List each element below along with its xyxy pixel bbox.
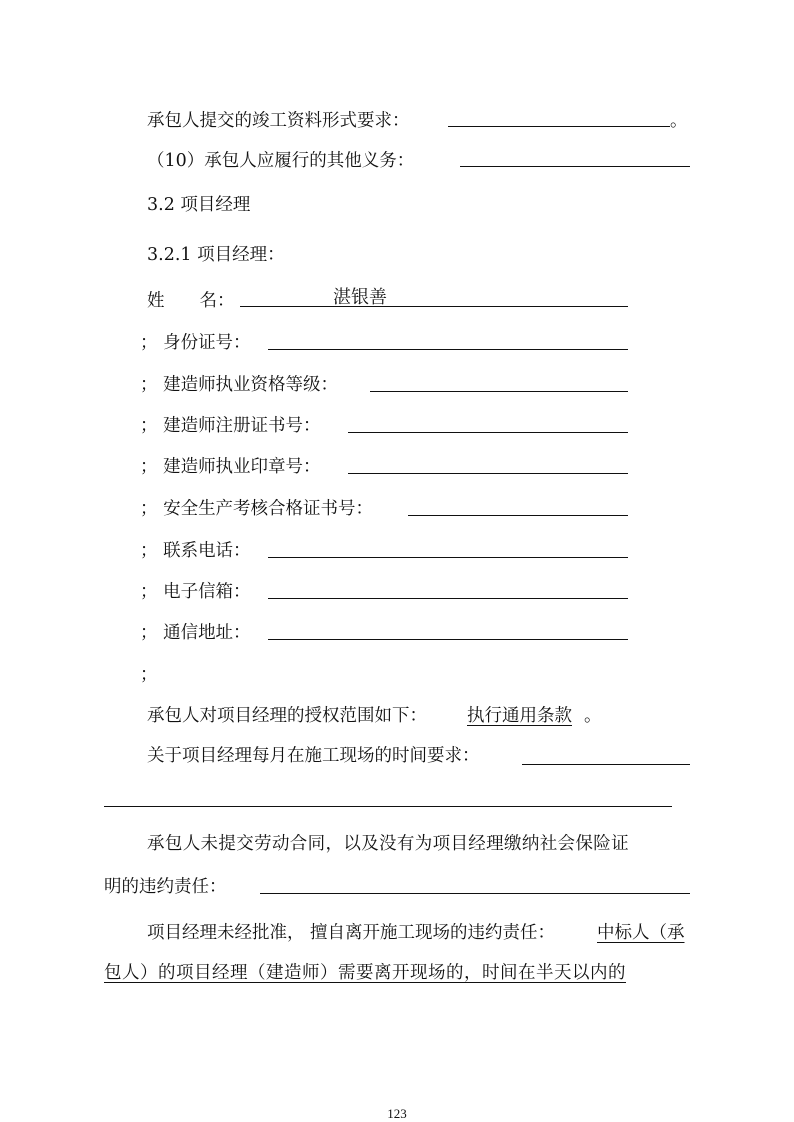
text-line: 。 <box>584 706 602 726</box>
field-label: ； <box>140 665 158 685</box>
blank-field[interactable] <box>460 166 690 167</box>
scope-value: 执行通用条款 <box>467 706 572 726</box>
seal-number-field[interactable] <box>348 473 628 474</box>
text-line: 承包人提交的竣工资料形式要求： <box>147 111 410 131</box>
blank-field[interactable] <box>448 126 670 127</box>
text-line: 承包人对项目经理的授权范围如下： <box>147 706 427 726</box>
field-label: ； 建造师注册证书号： <box>140 416 321 436</box>
breach-liability-field[interactable] <box>260 893 690 894</box>
field-label: ； 身份证号： <box>140 333 251 353</box>
underlined-value: 包人）的项目经理（建造师）需要离开现场的，时间在半天以内的 <box>104 963 626 983</box>
time-requirement-field-continued[interactable] <box>104 806 672 807</box>
field-label: ； 建造师执业印章号： <box>140 457 321 477</box>
section-heading: 3.2 项目经理 <box>147 195 251 215</box>
name-value: 湛银善 <box>333 287 387 308</box>
field-label: ； 安全生产考核合格证书号： <box>140 499 374 519</box>
time-requirement-field[interactable] <box>522 764 690 765</box>
text-line: （10）承包人应履行的其他义务： <box>147 151 415 171</box>
paragraph-line: 项目经理未经批准， 擅自离开施工现场的违约责任： <box>147 923 556 943</box>
qualification-level-field[interactable] <box>370 391 628 392</box>
field-label: 姓 名： <box>147 291 235 311</box>
section-heading: 3.2.1 项目经理： <box>147 245 285 265</box>
field-label: ； 电子信箱： <box>140 582 251 602</box>
email-field[interactable] <box>268 598 628 599</box>
field-label: ； 通信地址： <box>140 623 251 643</box>
paragraph-line: 承包人未提交劳动合同，以及没有为项目经理缴纳社会保险证 <box>147 834 629 854</box>
underlined-value: 中标人（承 <box>597 923 685 943</box>
text-line: 关于项目经理每月在施工现场的时间要求： <box>147 746 480 766</box>
address-field[interactable] <box>268 639 628 640</box>
id-number-field[interactable] <box>268 349 628 350</box>
safety-cert-field[interactable] <box>408 515 628 516</box>
page-number: 123 <box>387 1106 407 1121</box>
registration-cert-field[interactable] <box>348 432 628 433</box>
text-line: 。 <box>670 111 688 131</box>
field-label: ； 联系电话： <box>140 541 251 561</box>
phone-field[interactable] <box>268 557 628 558</box>
field-label: ； 建造师执业资格等级： <box>140 375 339 395</box>
paragraph-line: 明的违约责任： <box>104 877 227 897</box>
